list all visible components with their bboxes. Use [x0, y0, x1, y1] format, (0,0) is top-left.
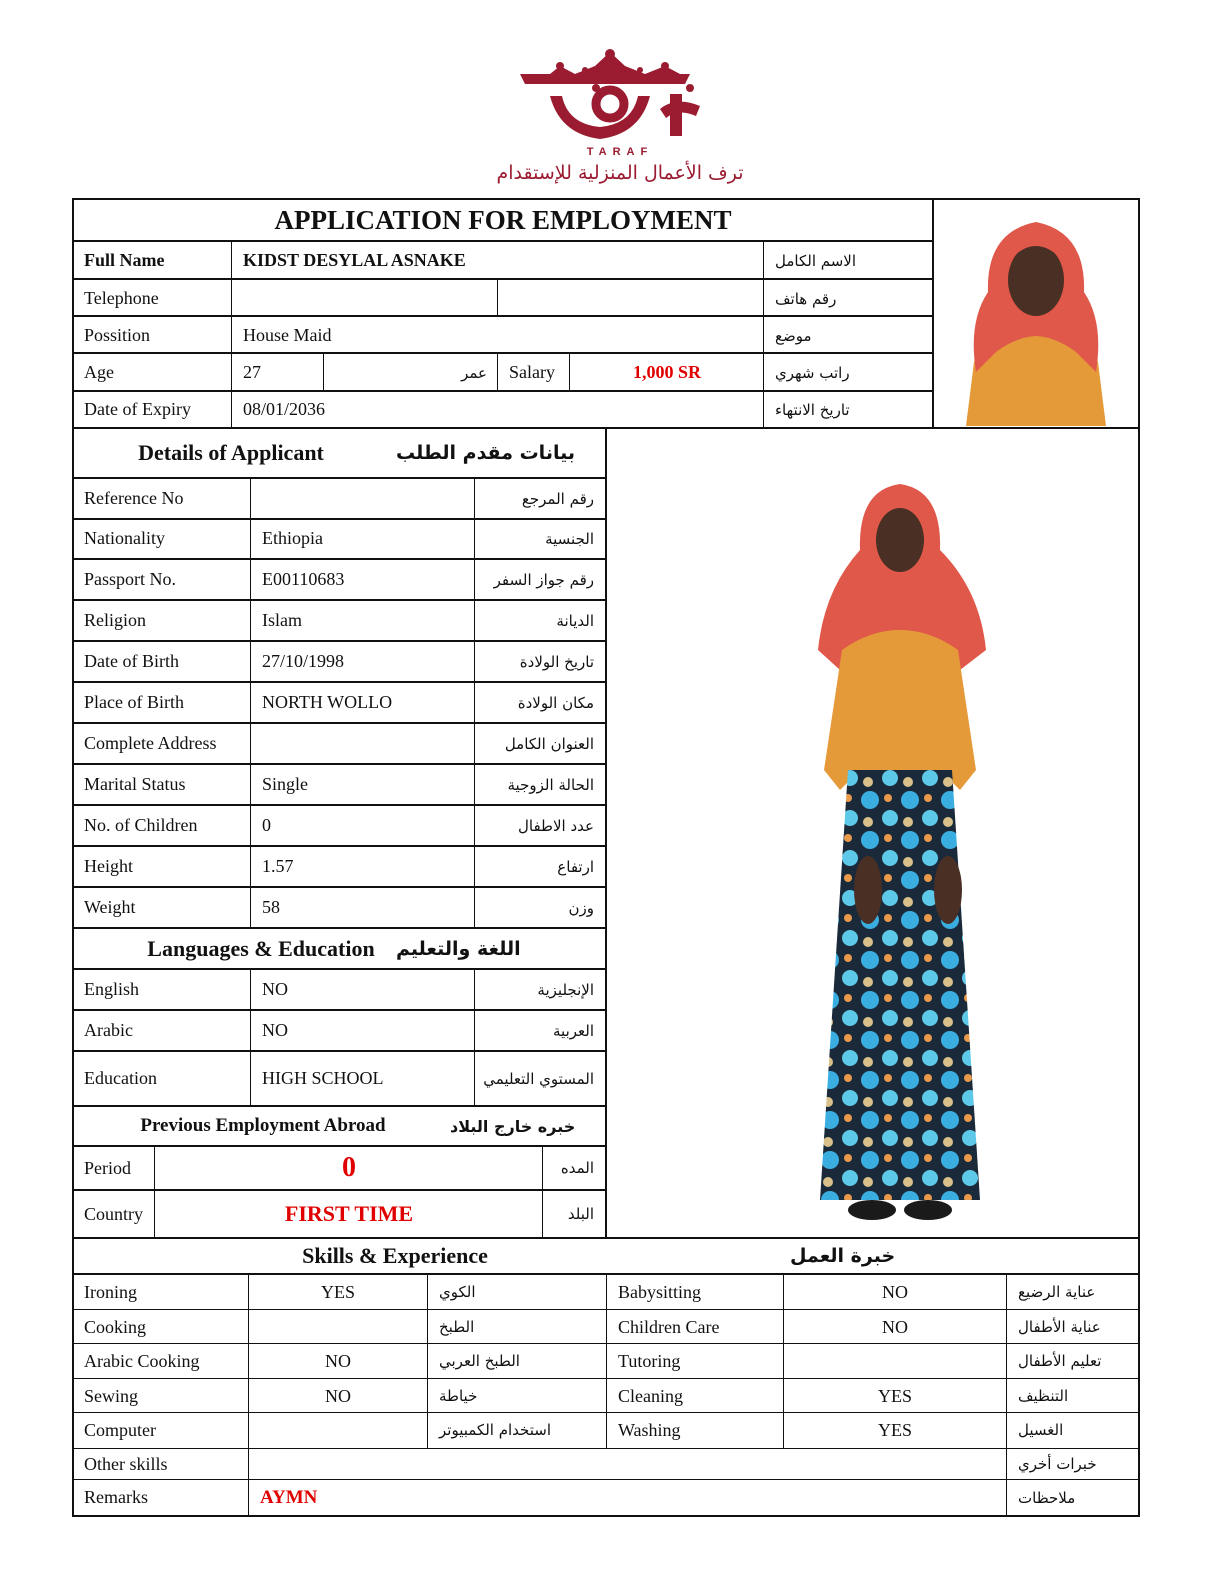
previous-title: Previous Employment Abroad	[140, 1115, 386, 1136]
skill-label: Children Care	[618, 1316, 720, 1337]
full-name-label: Full Name	[84, 250, 165, 270]
skill-value	[785, 1344, 1005, 1378]
detail-value: Single	[262, 774, 309, 794]
language-label: Arabic	[84, 1020, 133, 1040]
skill-value: NO	[325, 1385, 351, 1406]
detail-ar: ارتفاع	[557, 857, 594, 876]
detail-ar: مكان الولادة	[517, 693, 594, 712]
skills-title: Skills & Experience	[302, 1243, 488, 1268]
period-label: Period	[84, 1157, 131, 1178]
age-value: 27	[243, 362, 261, 382]
telephone-value	[233, 280, 497, 317]
skill-label: Ironing	[84, 1281, 137, 1302]
detail-ar: الحالة الزوجية	[507, 775, 594, 794]
skill-ar: عناية الرضيع	[1018, 1283, 1096, 1301]
skill-ar: خياطة	[439, 1387, 478, 1405]
detail-label: Passport No.	[84, 569, 177, 589]
skill-label: Washing	[618, 1419, 681, 1440]
skill-value: NO	[882, 1281, 908, 1302]
age-ar: عمر	[461, 363, 487, 382]
detail-ar: تاريخ الولادة	[519, 652, 594, 671]
company-logo	[400, 44, 840, 194]
position-ar: موضع	[775, 326, 812, 345]
details-title: Details of Applicant	[138, 440, 324, 465]
detail-label: Place of Birth	[84, 692, 184, 712]
languages-title-ar: اللغة والتعليم	[396, 938, 521, 960]
detail-label: Marital Status	[84, 774, 186, 794]
detail-value: Islam	[262, 610, 302, 630]
language-ar: العربية	[553, 1021, 594, 1040]
detail-value: 58	[262, 897, 280, 917]
skills-title-ar: خبرة العمل	[790, 1245, 896, 1267]
skill-value	[250, 1413, 426, 1447]
skill-label: Computer	[84, 1419, 156, 1440]
remarks-ar: ملاحظات	[1018, 1488, 1076, 1507]
skill-value: NO	[882, 1316, 908, 1337]
language-label: Education	[84, 1068, 157, 1088]
skill-ar: عناية الأطفال	[1018, 1318, 1101, 1336]
age-label: Age	[84, 362, 114, 382]
detail-ar: وزن	[568, 898, 594, 917]
detail-value: 0	[262, 815, 271, 835]
details-title-ar: بيانات مقدم الطلب	[396, 442, 575, 464]
detail-value: 1.57	[262, 856, 294, 876]
other-skills-value	[250, 1449, 1006, 1479]
full-name-value: KIDST DESYLAL ASNAKE	[243, 250, 466, 270]
salary-label: Salary	[509, 362, 555, 382]
period-ar: المده	[560, 1159, 594, 1177]
skill-label: Arabic Cooking	[84, 1350, 200, 1371]
logo-brand-text: TARAF	[586, 146, 654, 158]
skill-value	[250, 1310, 426, 1344]
detail-ar: العنوان الكامل	[504, 734, 594, 753]
previous-title-ar: خبره خارج البلاد	[450, 1116, 576, 1136]
other-skills-ar: خبرات أخري	[1018, 1455, 1097, 1473]
logo-arabic-text: ترف الأعمال المنزلية للإستقدام	[496, 162, 744, 184]
detail-ar: رقم جواز السفر	[493, 570, 594, 589]
position-value: House Maid	[243, 325, 332, 345]
detail-label: Religion	[84, 610, 146, 630]
detail-ar: الديانة	[556, 611, 594, 630]
full-name-ar: الاسم الكامل	[775, 251, 857, 270]
skill-ar: الغسيل	[1018, 1421, 1064, 1439]
language-ar: المستوي التعليمي	[483, 1069, 594, 1088]
skill-ar: التنظيف	[1018, 1387, 1069, 1405]
detail-value: Ethiopia	[262, 528, 323, 548]
country-label: Country	[84, 1203, 144, 1224]
remarks-value: AYMN	[260, 1486, 318, 1508]
detail-label: Weight	[84, 897, 136, 917]
detail-ar: عدد الاطفال	[518, 816, 594, 835]
skill-value: NO	[325, 1350, 351, 1371]
applicant-portrait-photo	[936, 202, 1136, 426]
detail-value: E00110683	[262, 569, 345, 589]
skill-label: Sewing	[84, 1385, 138, 1406]
languages-title: Languages & Education	[147, 936, 375, 961]
telephone-label: Telephone	[84, 288, 159, 308]
salary-ar: راتب شهري	[775, 363, 850, 382]
skill-label: Tutoring	[618, 1350, 681, 1371]
skill-ar: الكوي	[439, 1283, 476, 1301]
skill-label: Cooking	[84, 1316, 147, 1337]
expiry-label: Date of Expiry	[84, 399, 191, 419]
detail-ar: الجنسية	[545, 529, 594, 548]
language-ar: الإنجليزية	[537, 980, 594, 999]
detail-ar: رقم المرجع	[521, 489, 594, 508]
skill-label: Babysitting	[618, 1281, 702, 1302]
page-title: APPLICATION FOR EMPLOYMENT	[274, 204, 732, 235]
period-value: 0	[342, 1152, 356, 1183]
detail-value	[252, 724, 474, 763]
detail-value: 27/10/1998	[262, 651, 345, 671]
detail-label: Date of Birth	[84, 651, 179, 671]
skill-ar: تعليم الأطفال	[1018, 1352, 1102, 1370]
country-value: FIRST TIME	[284, 1201, 414, 1226]
salary-value: 1,000 SR	[632, 362, 701, 382]
detail-value	[252, 479, 474, 518]
language-value: HIGH SCHOOL	[262, 1068, 384, 1088]
detail-label: Reference No	[84, 488, 184, 508]
language-label: English	[84, 979, 140, 999]
detail-label: Complete Address	[84, 733, 217, 753]
telephone-ar: رقم هاتف	[775, 289, 837, 308]
applicant-full-body-photo	[780, 470, 1020, 1230]
detail-value: NORTH WOLLO	[262, 692, 393, 712]
skill-value: YES	[877, 1419, 912, 1440]
expiry-value: 08/01/2036	[243, 399, 326, 419]
detail-label: Nationality	[84, 528, 165, 548]
detail-label: Height	[84, 856, 133, 876]
position-label: Possition	[84, 325, 151, 345]
skill-value: YES	[320, 1281, 355, 1302]
skill-ar: استخدام الكمبيوتر	[439, 1421, 551, 1439]
remarks-label: Remarks	[84, 1487, 148, 1507]
skill-ar: الطبخ	[439, 1318, 475, 1336]
skill-ar: الطبخ العربي	[439, 1352, 520, 1370]
skill-label: Cleaning	[618, 1385, 683, 1406]
country-ar: البلد	[567, 1205, 594, 1223]
expiry-ar: تاريخ الانتهاء	[775, 400, 850, 419]
skill-value: YES	[877, 1385, 912, 1406]
detail-label: No. of Children	[84, 815, 198, 835]
language-value: NO	[262, 1020, 288, 1040]
other-skills-label: Other skills	[84, 1453, 168, 1474]
language-value: NO	[262, 979, 288, 999]
